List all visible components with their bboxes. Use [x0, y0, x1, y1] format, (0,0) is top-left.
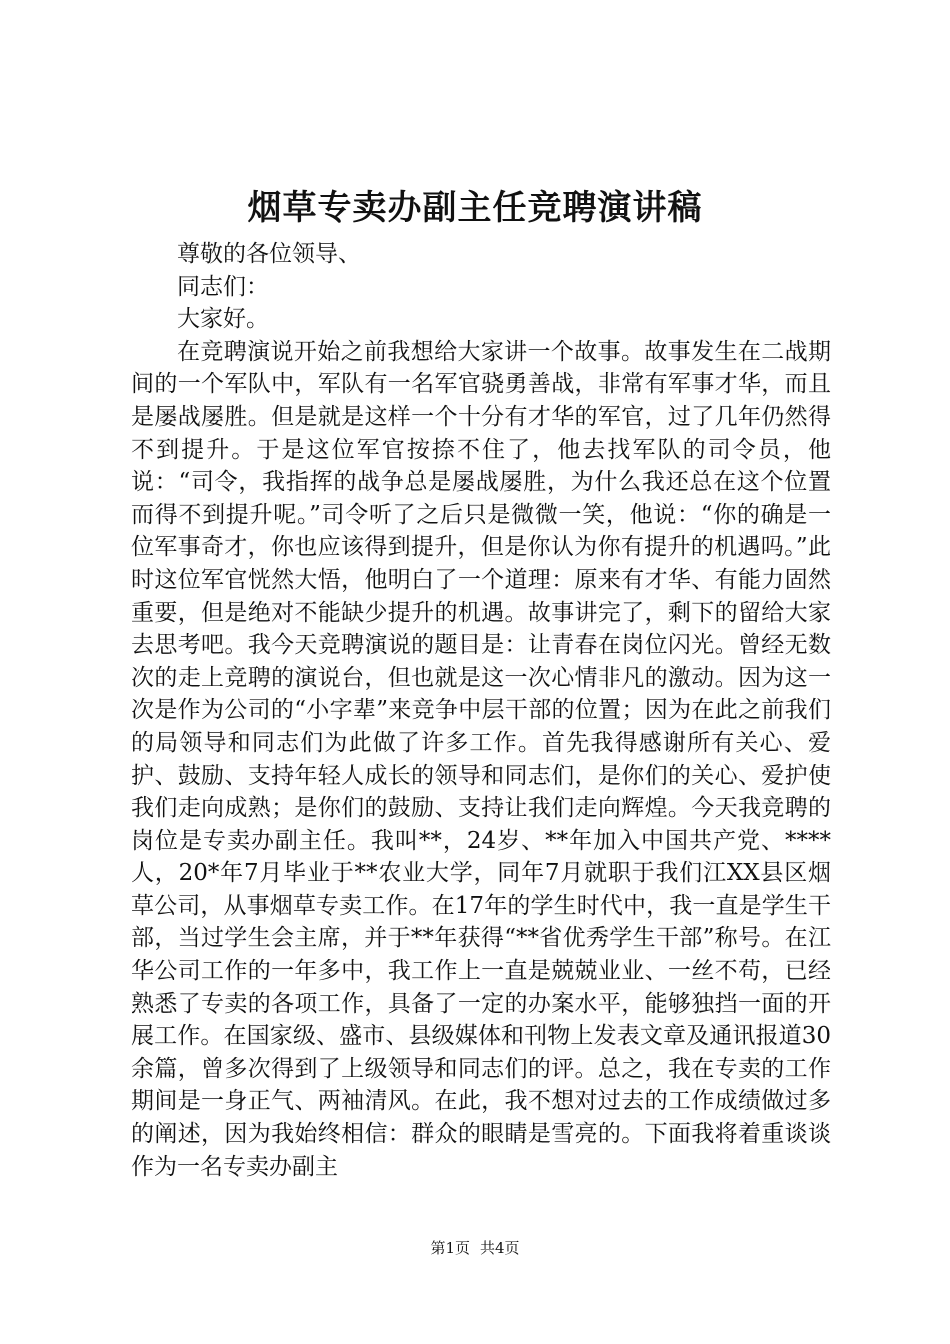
greeting-line-3: 大家好。 [177, 306, 269, 333]
document-title: 烟草专卖办副主任竞聘演讲稿 [247, 188, 703, 228]
page-total: 共4页 [480, 1239, 520, 1257]
page-footer [0, 1238, 950, 1258]
page-number: 第1页 [430, 1239, 470, 1257]
greeting-line-2: 同志们： [177, 273, 269, 300]
greeting-line-1: 尊敬的各位领导、 [177, 241, 361, 267]
body-paragraph: 在竞聘演说开始之前我想给大家讲一个故事。故事发生在二战期间的一个军队中，军队有一名军官骁勇善战，非常有军事才华，而且是屡战屡胜。但是就是这样一个十分有才华的军官，过了几年仍然得不到提升。于是这位军官按捺不住了，他去找军队的司令员，他说：“司令，我指挥的战争总是屡战屡胜，为什么我还总在这个位置而得不到提升呢。”司令听了之后只是微微一笑，他说：“你的确是一位军事奇才，你也应该得到提升，但是你认为你有提升的机遇吗。”此时这位军官恍然大悟，他明白了一个道理：原来有才华、有能力固然重要，但是绝对不能缺少提升的机遇。故事讲完了，剩下的留给大家去思考吧。我今天竞聘演说的题目是：让青春在岗位闪光。曾经无数次的走上竞聘的演说台，但也就是这一次心情非凡的激动。因为这一次是作为公司的“小字辈”来竞争中层干部的位置；因为在此之前我们的局领导和同志们为此做了许多工作。首先我得感谢所有关心、爱护、鼓励、支持年轻人成长的领导和同志们，是你们的关心、爱护使我们走向成熟；是你们的鼓励、支持让我们走向辉煌。今天我竞聘的岗位是专卖办副主任。我叫**，24岁、**年加入中国共产党、****人，20*年7月毕业于**农业大学，同年7月就职于我们江XX县区烟草公司，从事烟草专卖工作。在17年的学生时代中，我一直是学生干部，当过学生会主席，并于**年获得“**省优秀学生干部”称号。在江华公司工作的一年多中，我工作上一直是兢兢业业、一丝不苟，已经熟悉了专卖的各项工作，具备了一定的办案水平，能够独挡一面的开展工作。在国家级、盛市、县级媒体和刊物上发表文章及通讯报道30余篇，曾多次得到了上级领导和同志们的评。总之，我在专卖的工作期间是一身正气、两袖清风。在此，我不想对过去的工作成绩做过多的阐述，因为我始终相信：群众的眼睛是雪亮的。下面我将着重谈谈作为一名专卖办副主 [131, 338, 831, 1180]
document-body [131, 238, 831, 1183]
